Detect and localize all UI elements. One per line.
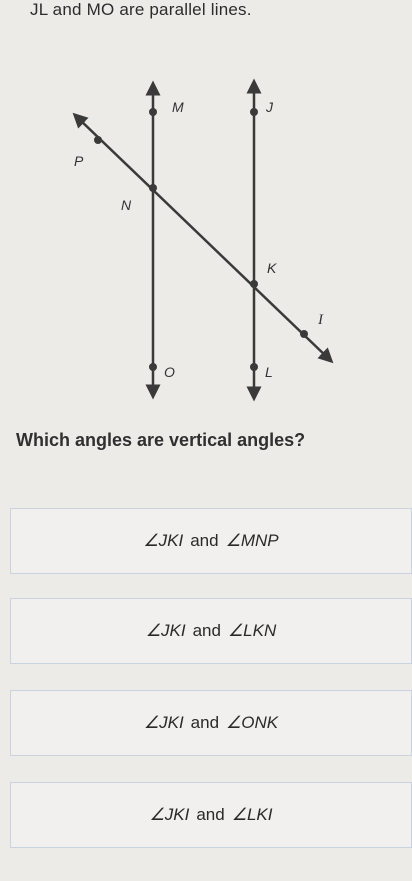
choice-2-text [146,621,277,641]
label-p: P [74,153,84,169]
label-m: M [172,99,184,115]
answer-choice-1[interactable] [10,508,412,574]
parallel-lines-diagram [0,70,412,410]
transversal-pi [78,118,328,358]
problem-statement [30,0,252,20]
question-text: Which angles are vertical angles? [16,430,306,450]
label-k: K [267,260,277,276]
line-mo-label: $\overline{MO}$ [86,0,115,19]
line-jl-label: $\overline{JL}$ [30,0,48,19]
choice-1-text [143,531,278,551]
choice-2-second-angle: ∠LKN [227,621,277,640]
choice-3-second-angle: ∠ONK [226,713,279,732]
statement-rest: are parallel lines. [119,0,252,19]
label-j: J [266,99,273,115]
point-j [250,108,258,116]
point-l [250,363,258,371]
label-n: N [121,197,132,213]
answer-choice-2[interactable] [10,598,412,664]
choice-3-text [144,713,278,733]
point-n [149,184,157,192]
label-o: O [164,364,175,380]
choice-3-first-angle: ∠JKI [143,713,184,732]
point-o [149,363,157,371]
point-p [94,136,102,144]
label-i: I [318,312,323,328]
answer-choice-3[interactable] [10,690,412,756]
choice-4-second-angle: ∠LKI [231,805,273,824]
choice-4-text [150,805,273,825]
choice-2-first-angle: ∠JKI [145,621,186,640]
choice-1-second-angle: ∠MNP [225,531,279,550]
choice-1-first-angle: ∠JKI [143,531,184,550]
choice-1-and: and [190,531,219,550]
point-k [250,280,258,288]
choice-3-and: and [190,713,220,732]
point-m [149,108,157,116]
choice-4-and: and [196,805,225,824]
point-i [300,330,308,338]
choice-2-and: and [192,621,221,640]
statement-and: and [52,0,82,19]
answer-choice-4[interactable] [10,782,412,848]
label-l: L [265,364,273,380]
choice-4-first-angle: ∠JKI [149,805,190,824]
